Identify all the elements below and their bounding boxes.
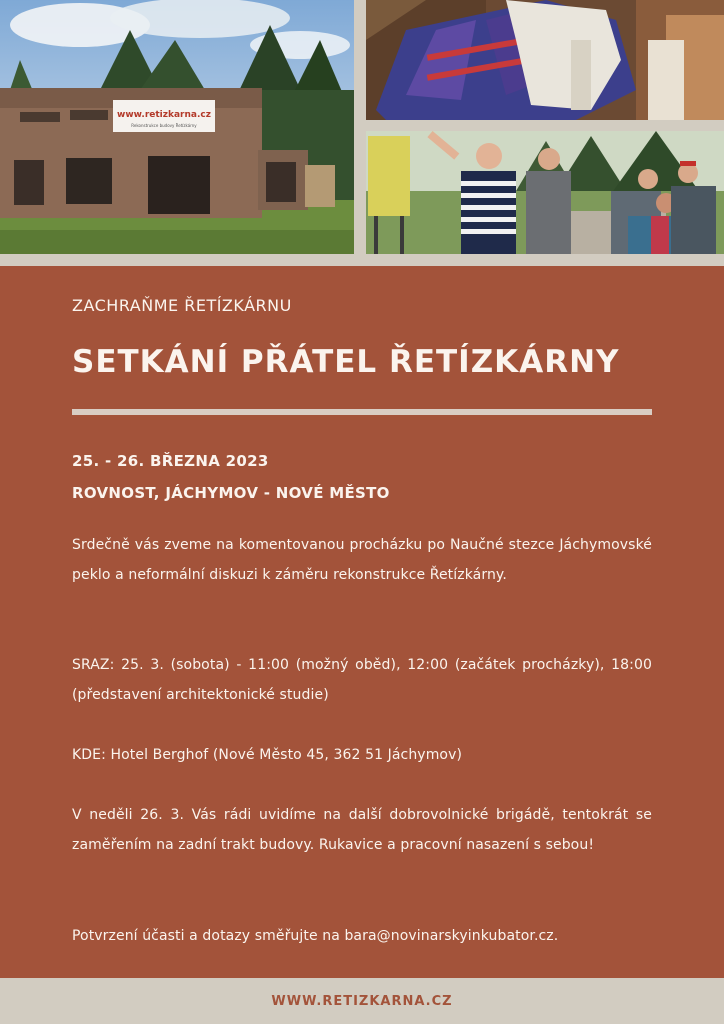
footer: [0, 978, 724, 1024]
title-divider: [72, 409, 652, 415]
meeting-time-paragraph: SRAZ: 25. 3. (sobota) - 11:00 (možný oběd), 12:00 (začátek procházky), 18:00 (představení architektonické studie): [72, 657, 652, 703]
building-photo: [0, 0, 354, 254]
people-photo: [366, 131, 724, 254]
invitation-paragraph: Srdečně vás zveme na komentovanou procházku po Naučné stezce Jáchymovské peklo a neformální diskuzi k záměru rekonstrukce Řetízkárny.: [72, 537, 652, 583]
banner-subtext: Rekonstrukce budovy Řetízkárny: [131, 123, 197, 128]
location-paragraph: KDE: Hotel Berghof (Nové Město 45, 362 51 Jáchymov): [72, 747, 463, 763]
page-title: SETKÁNÍ PŘÁTEL ŘETÍZKÁRNY: [72, 344, 620, 380]
volunteer-paragraph: V neděli 26. 3. Vás rádi uvidíme na další dobrovolnické brigádě, tentokrát se zaměřením na zadní trakt budovy. Rukavice a pracovní nasazení s sebou!: [72, 807, 652, 853]
website-link[interactable]: WWW.RETIZKARNA.CZ: [271, 993, 453, 1009]
event-place: ROVNOST, JÁCHYMOV - NOVÉ MĚSTO: [72, 484, 390, 502]
event-date: 25. - 26. BŘEZNA 2023: [72, 452, 269, 470]
gloves-photo: [366, 0, 724, 120]
contact-paragraph: Potvrzení účasti a dotazy směřujte na bara@novinarskyinkubator.cz.: [72, 928, 559, 944]
photo-collage: [0, 0, 724, 266]
kicker: ZACHRAŇME ŘETÍZKÁRNU: [72, 296, 292, 315]
banner-text: www.retizkarna.cz: [117, 110, 211, 120]
info-panel: [0, 266, 724, 978]
